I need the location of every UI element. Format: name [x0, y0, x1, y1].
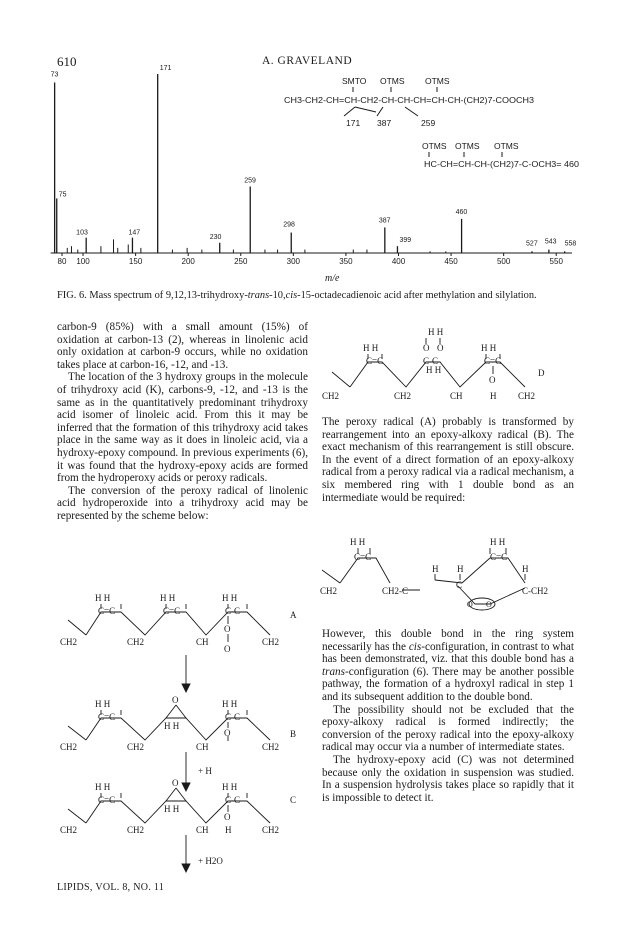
ring-cc-2: C=C: [490, 552, 508, 562]
a-hh-1: H H: [95, 593, 111, 603]
b-ch2-3: CH2: [262, 742, 280, 752]
formula1-chain: CH3-CH2-CH=CH-CH2-CH-CH-CH=CH-CH-(CH2)7-COOCH3: [284, 95, 535, 105]
ring-o-1: O: [467, 600, 473, 609]
x-tick-label: 80: [57, 257, 67, 266]
formula2-group-1: OTMS: [422, 141, 447, 151]
a-o-1: O: [224, 624, 231, 634]
right-paragraph-2: However, this double bond in the ring system necessarily has the cis-configuration, in contrast to what has been demonstrated, viz. that this double bond has a trans-configuration (6). There may be another possible pathway, the formation of a hydroxyl radical in step 1 and its subsequent addition to the double bond.: [322, 628, 575, 703]
peak-label-75: 75: [58, 191, 67, 199]
peak-label-147: 147: [128, 229, 141, 237]
formula1-fragment-171: 171: [346, 118, 361, 128]
ring-intermediate: [310, 528, 585, 623]
label-b: B: [290, 729, 297, 739]
d-o-1: O: [423, 343, 430, 353]
peak-label-460: 460: [455, 208, 468, 216]
x-tick-label: 150: [128, 257, 143, 266]
d-h: H: [490, 391, 497, 401]
b-ch2-1: CH2: [60, 742, 78, 752]
structure-formula-2: [422, 141, 579, 169]
ring-ch2c: CH2-C: [382, 586, 409, 596]
c-ch2-3: CH2: [262, 825, 280, 835]
d-o-2: O: [437, 343, 444, 353]
peak-label-259: 259: [244, 177, 256, 185]
step-plus-h2o: + H2O: [198, 856, 223, 866]
c-ch: CH: [196, 825, 209, 835]
a-ch2-1: CH2: [60, 637, 78, 647]
peak-label-103: 103: [76, 229, 88, 237]
structure-d: [310, 322, 585, 414]
a-o-2: O: [224, 644, 231, 654]
x-tick-label: 400: [391, 257, 406, 266]
c-hh-1: H H: [95, 782, 111, 792]
b-cc: C=C: [98, 712, 116, 722]
formula2-chain: HC-CH=CH-CH-(CH2)7-C-OCH3= 460: [424, 159, 580, 169]
formula2-group-2: OTMS: [455, 141, 480, 151]
a-hh-3: H H: [222, 593, 238, 603]
page-number: 610: [57, 54, 77, 69]
c-h: H: [225, 825, 232, 835]
running-title: A. GRAVELAND: [262, 55, 353, 67]
caption-text-b: -10,: [269, 290, 286, 301]
c-o: O: [224, 812, 231, 822]
x-tick-label: 450: [444, 257, 458, 266]
formula1-group-2: OTMS: [380, 76, 405, 86]
ring-h-3: H: [522, 564, 529, 574]
label-a: A: [290, 610, 297, 620]
d-ch: CH: [450, 391, 463, 401]
peak-label-399: 399: [399, 237, 412, 245]
ring-c: C: [456, 580, 463, 590]
c-o-epoxy: O: [172, 778, 179, 788]
ring-o-2: O: [486, 600, 492, 609]
x-tick-label: 500: [496, 257, 511, 266]
formula1-group-3: OTMS: [425, 76, 450, 86]
right-paragraph-4: The hydroxy-epoxy acid (C) was not determined because only the oxidation in suspension was studied. In a suspension hydrolysis takes place so rapidly that it is impossible to detect it.: [322, 753, 574, 804]
d-ch2-3: CH2: [518, 391, 536, 401]
ring-h-2: H: [457, 564, 464, 574]
ring-c-ch2: C-CH2: [522, 586, 549, 596]
d-hh-1: H H: [363, 343, 379, 353]
d-cc-1: C=C: [366, 356, 384, 366]
c-cc: C=C: [98, 795, 116, 805]
c-c-c: C-C: [225, 795, 241, 805]
peak-label-73: 73: [50, 71, 59, 79]
b-hh-3: H H: [164, 721, 180, 731]
b-ch: CH: [196, 742, 209, 752]
a-cc-2: C=C: [163, 606, 181, 616]
ring-ch2-1: CH2: [320, 586, 338, 596]
d-hh-2: H H: [481, 343, 497, 353]
right-paragraph-3: The possibility should not be excluded that the epoxy-alkoxy radical is formed indirectly; the conversion of the peroxy radical into the epoxy-alkoxy radical may occur via a number of intermediate states.: [322, 703, 574, 754]
right-column-text: [322, 628, 574, 804]
d-cc-2: C=C: [484, 356, 502, 366]
formula2-group-3: OTMS: [494, 141, 519, 151]
peak-label-298: 298: [283, 221, 295, 229]
b-ch2-2: CH2: [127, 742, 145, 752]
b-hh-1: H H: [95, 699, 111, 709]
ring-hh-2: H H: [490, 537, 506, 547]
caption-trans: trans: [247, 290, 270, 301]
a-ch2-2: CH2: [127, 637, 145, 647]
right-paragraph-1: The peroxy radical (A) probably is transformed by rearrangement into an epoxy-alkoxy radical (B). The exact mechanism of this rearrangement is still obscure. In the event of a direct formation of an epoxy-alkoxy radical from a peroxy radical via a radical mechanism, a six membered ring with 1 double bond as an intermediate would be required:: [322, 416, 574, 504]
x-tick-label: 100: [76, 257, 90, 266]
b-o-epoxy: O: [172, 695, 179, 705]
b-hh-2: H H: [222, 699, 238, 709]
caption-text-a: Mass spectrum of 9,12,13-trihydroxy-: [89, 290, 248, 301]
x-tick-label: 550: [549, 257, 563, 266]
journal-footer: LIPIDS, VOL. 8, NO. 11: [57, 882, 165, 893]
a-c-c: C-C: [225, 606, 241, 616]
peak-label-230: 230: [209, 233, 222, 241]
caption-label: FIG. 6.: [57, 290, 87, 301]
peak-label-387: 387: [378, 217, 391, 225]
left-paragraph-1: carbon-9 (85%) with a small amount (15%) of oxidation at carbon-13 (2), whereas in linolenic acid only oxidation at carbon-9 occurs, while no oxidation takes place at carbon-16, -12, and -13.: [57, 321, 308, 371]
c-hh-2: H H: [222, 782, 238, 792]
a-ch: CH: [196, 637, 209, 647]
ring-hh-1: H H: [350, 537, 366, 547]
d-o: O: [489, 375, 496, 385]
a-cc-1: C=C: [98, 606, 116, 616]
peak-label-558: 558: [564, 240, 577, 248]
left-paragraph-3: The conversion of the peroxy radical of linolenic acid hydroperoxide into a trihydroxy acid may be represented by the scheme below:: [57, 484, 308, 522]
d-hh-mid: H H: [426, 365, 442, 375]
figure-caption: [57, 290, 573, 302]
x-axis-label: m/e: [325, 273, 340, 284]
x-tick-label: 350: [339, 257, 353, 266]
peak-label-543: 543: [544, 238, 557, 246]
b-c-c: C-C: [225, 712, 241, 722]
a-ch2-3: CH2: [262, 637, 280, 647]
x-tick-label: 200: [181, 257, 195, 266]
structure-formula-1: [284, 76, 534, 128]
peak-label-171: 171: [159, 65, 172, 72]
x-tick-label: 250: [234, 257, 248, 266]
label-c: C: [290, 795, 297, 805]
mass-spectrum-figure: [0, 60, 629, 285]
left-column-text: [57, 321, 308, 523]
d-ch2-2: CH2: [394, 391, 412, 401]
c-ch2-1: CH2: [60, 825, 78, 835]
caption-cis: cis: [285, 290, 298, 301]
a-hh-2: H H: [160, 593, 176, 603]
d-hh-top: H H: [428, 327, 444, 337]
reaction-scheme: [0, 585, 330, 895]
formula1-fragment-259: 259: [421, 118, 436, 128]
peak-label-527: 527: [526, 240, 538, 248]
ring-h-1: H: [432, 564, 439, 574]
c-ch2-2: CH2: [127, 825, 145, 835]
caption-text-c: -15-octadecadienoic acid after methylation and silylation.: [297, 290, 537, 301]
label-d: D: [538, 368, 545, 378]
b-o: O: [224, 728, 231, 738]
d-c-c: C-C: [423, 356, 439, 366]
x-tick-label: 300: [286, 257, 301, 266]
formula1-fragment-387: 387: [377, 118, 392, 128]
ring-cc-1: C=C: [354, 552, 372, 562]
left-paragraph-2: The location of the 3 hydroxy groups in the molecule of trihydroxy acid (K), carbons-9, -12, and -13 is the same as in the quantitatively predominant trihydroxy acid isomer of linoleic acid. From this it may be inferred that the formation of this trihydroxy acid takes place in the same way as it does in linoleic acid, via a hydroxy-epoxy compound. In previous experiments (6), it was found that the hydroxy-epoxy acids are formed from the hydroperoxy acids or peroxy radicals.: [57, 371, 308, 485]
formula1-group-1: SMTO: [342, 76, 367, 86]
step-plus-h: + H: [198, 766, 212, 776]
d-ch2-1: CH2: [322, 391, 340, 401]
c-hh-3: H H: [164, 804, 180, 814]
